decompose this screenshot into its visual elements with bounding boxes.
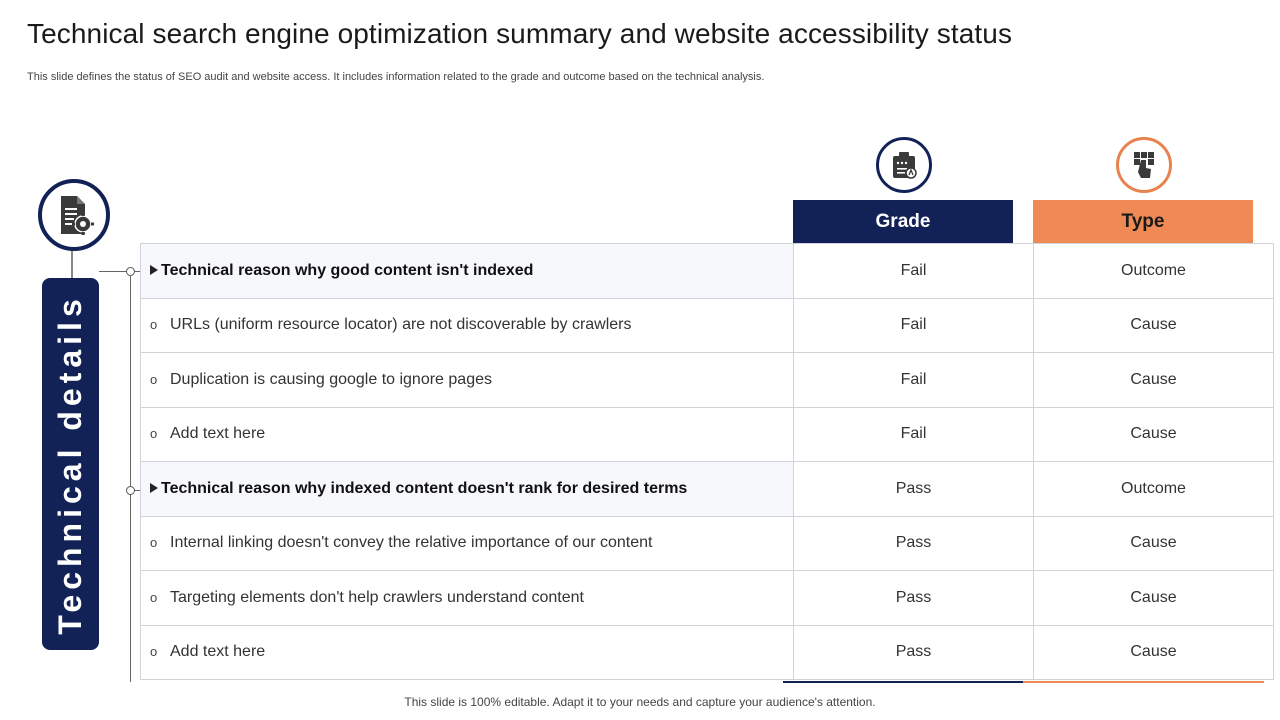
table-row [141, 298, 1274, 353]
side-connector [71, 251, 73, 279]
hand-blocks-icon [1116, 137, 1172, 193]
document-gear-icon [38, 179, 110, 251]
row-label: Internal linking doesn't convey the relative importance of our content [170, 534, 653, 552]
footer-note: This slide is 100% editable. Adapt it to your needs and capture your audience's attention. [404, 695, 876, 709]
table-row [141, 353, 1274, 408]
page-title: Technical search engine optimization summary and website accessibility status [27, 18, 1013, 49]
grade-cell: Fail [794, 353, 1034, 408]
page-subtitle: This slide defines the status of SEO audit and website access. It includes information related to the grade and outcome based on the technical analysis. [27, 71, 765, 83]
row-label-cell [141, 462, 794, 517]
side-panel-label: Technical details [52, 293, 88, 635]
grade-cell: Fail [794, 298, 1034, 353]
clipboard-grade-icon [876, 137, 932, 193]
row-label-cell [141, 244, 794, 299]
grade-cell: Pass [794, 571, 1034, 626]
type-cell: Cause [1034, 407, 1274, 462]
grade-cell: Pass [794, 516, 1034, 571]
type-cell: Cause [1034, 571, 1274, 626]
side-panel [42, 278, 99, 650]
table-row [141, 516, 1274, 571]
table-row [141, 625, 1274, 680]
bullet-marker: o [150, 644, 158, 660]
type-cell: Outcome [1034, 244, 1274, 299]
bullet-marker: o [150, 535, 158, 551]
grade-cell: Pass [794, 462, 1034, 517]
row-label: Targeting elements don't help crawlers understand content [170, 588, 584, 606]
row-label: Duplication is causing google to ignore pages [170, 370, 492, 388]
row-label-cell [141, 407, 794, 462]
grade-cell: Fail [794, 407, 1034, 462]
bracket-dot [126, 486, 135, 495]
bracket-line [130, 272, 131, 682]
row-label-cell [141, 353, 794, 408]
bullet-marker: o [150, 589, 158, 605]
row-label-cell [141, 516, 794, 571]
table-row [141, 462, 1274, 517]
arrow-right-icon [150, 483, 158, 493]
bullet-marker: o [150, 371, 158, 387]
grade-column-underline [783, 681, 1023, 683]
type-cell: Cause [1034, 353, 1274, 408]
type-cell: Cause [1034, 298, 1274, 353]
bullet-marker: o [150, 317, 158, 333]
row-label: Add text here [170, 643, 266, 661]
type-cell: Cause [1034, 625, 1274, 680]
table-row [141, 571, 1274, 626]
table-row [141, 244, 1274, 299]
type-cell: Cause [1034, 516, 1274, 571]
row-label: URLs (uniform resource locator) are not discoverable by crawlers [170, 316, 632, 334]
grade-column-header: Grade [793, 200, 1013, 243]
grade-cell: Pass [794, 625, 1034, 680]
bracket-dot [126, 267, 135, 276]
grade-cell: Fail [794, 244, 1034, 299]
type-cell: Outcome [1034, 462, 1274, 517]
row-label: Technical reason why indexed content doesn't rank for desired terms [161, 479, 688, 497]
row-label-cell [141, 571, 794, 626]
bullet-marker: o [150, 426, 158, 442]
row-label-cell [141, 625, 794, 680]
row-label-cell [141, 298, 794, 353]
type-column-underline [1023, 681, 1264, 683]
row-label: Add text here [170, 425, 266, 443]
table-row [141, 407, 1274, 462]
row-label: Technical reason why good content isn't indexed [161, 261, 534, 279]
seo-status-table [140, 243, 1274, 680]
type-column-header: Type [1033, 200, 1253, 243]
arrow-right-icon [150, 265, 158, 275]
